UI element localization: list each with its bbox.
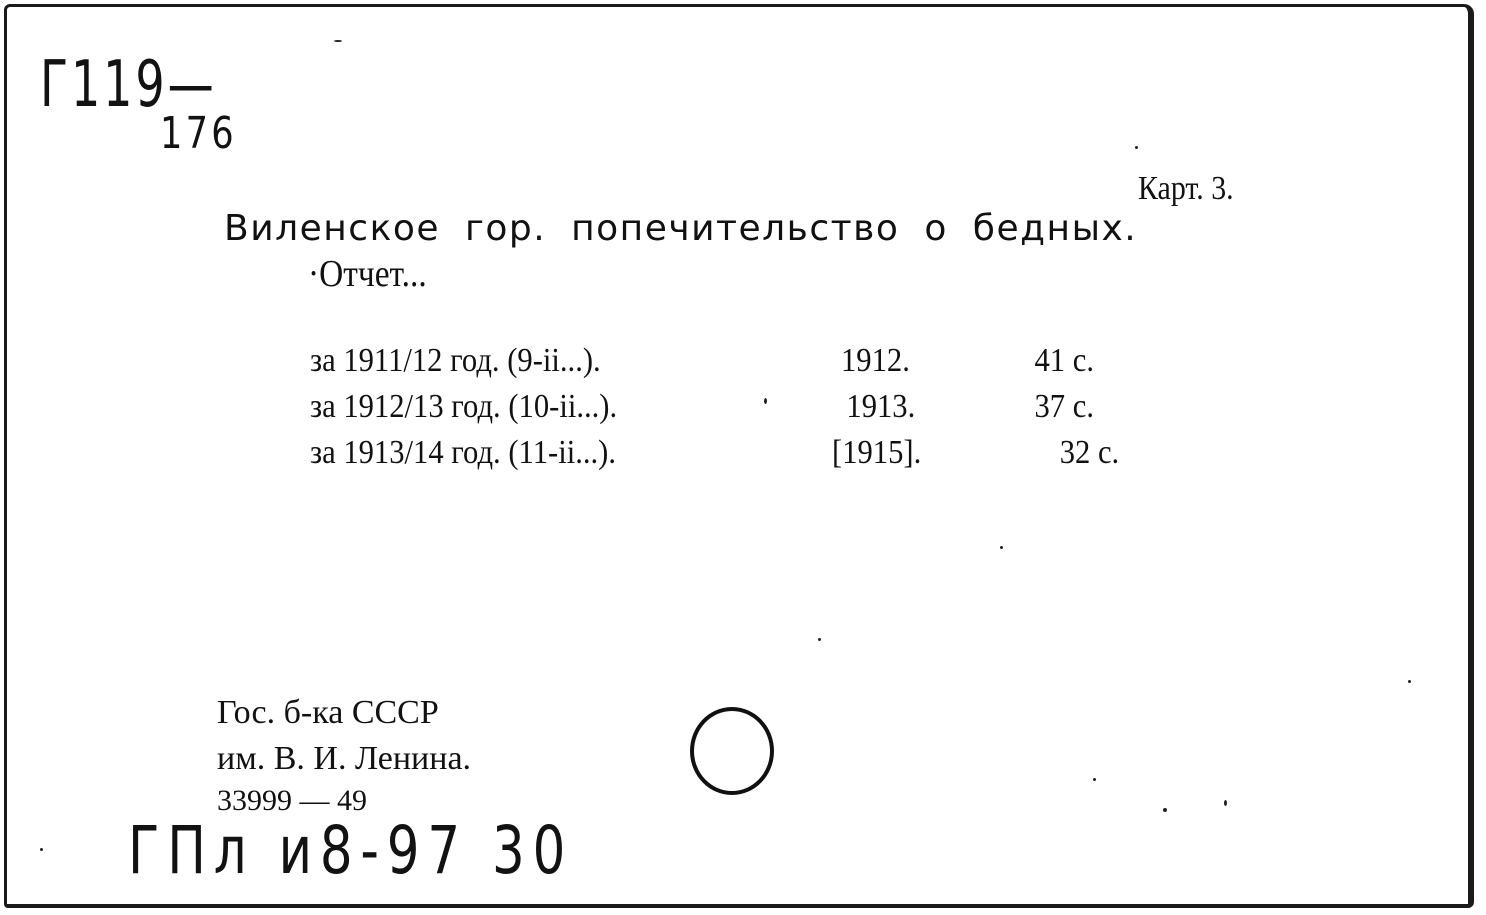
publisher-line: 33999 — 49 bbox=[217, 784, 367, 817]
stamp-circle bbox=[690, 707, 774, 795]
issue-year: 1912. bbox=[841, 342, 910, 379]
scan-speck bbox=[334, 40, 342, 42]
issue-pages: 37 с. bbox=[1034, 388, 1094, 425]
scan-speck bbox=[764, 398, 767, 404]
publisher-line: Гос. б-ка СССР bbox=[217, 694, 439, 731]
heading: Виленское гор. попечительство о бедных. bbox=[224, 208, 1138, 249]
issue-row bbox=[310, 388, 1210, 432]
scan-speck bbox=[1000, 546, 1003, 549]
card-number: Карт. 3. bbox=[1138, 170, 1234, 207]
issue-period: за 1912/13 год. (10-ii...). bbox=[310, 388, 618, 425]
scan-speck bbox=[1408, 680, 1411, 683]
issue-year: [1915]. bbox=[832, 434, 922, 471]
scan-speck bbox=[1163, 808, 1167, 812]
publisher-line: им. В. И. Ленина. bbox=[217, 740, 472, 777]
issue-row bbox=[310, 342, 1210, 386]
subtitle: ·Отчет... bbox=[308, 253, 427, 295]
scan-speck bbox=[818, 638, 821, 641]
scan-speck bbox=[1135, 146, 1138, 149]
scan-speck bbox=[1224, 800, 1227, 806]
issue-period: за 1911/12 год. (9-ii...). bbox=[310, 342, 601, 379]
issue-pages: 41 с. bbox=[1034, 342, 1094, 379]
issue-pages: 32 с. bbox=[1059, 434, 1120, 471]
issue-period: за 1913/14 год. (11-ii...). bbox=[310, 434, 616, 471]
scan-speck bbox=[1093, 778, 1096, 781]
issue-row bbox=[310, 434, 1210, 478]
issue-year: 1913. bbox=[846, 388, 916, 425]
shelfmark-top: Г119— bbox=[40, 48, 217, 122]
shelfmark-bottom: 176 bbox=[160, 108, 237, 159]
call-number: ГПл и8-97 30 bbox=[128, 812, 574, 889]
scan-speck bbox=[40, 848, 43, 851]
